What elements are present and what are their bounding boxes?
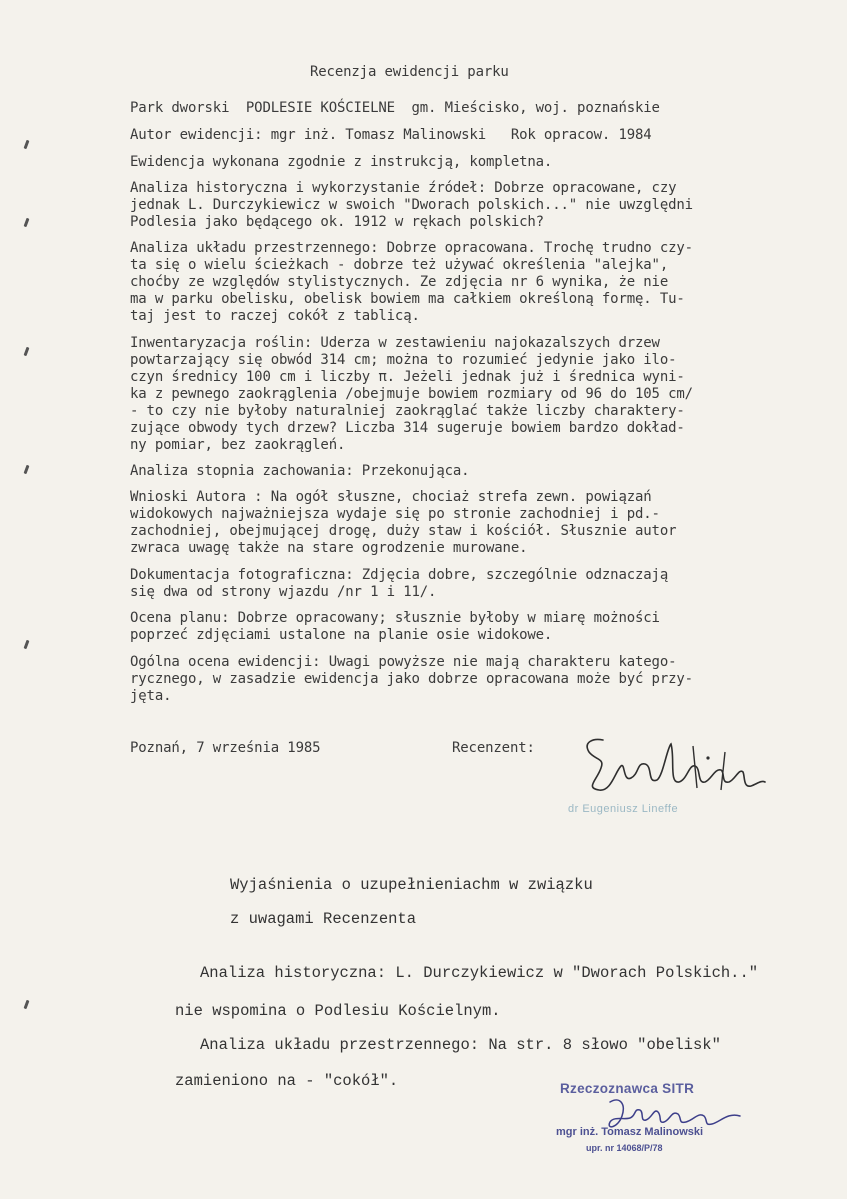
review-spatial-line: ta się o wielu ścieżkach - dobrze też używać określenia "alejka", bbox=[130, 257, 669, 273]
review-conclusions-line: zachodniej, obejmującej drogę, duży staw i kościół. Słusznie autor bbox=[130, 523, 677, 539]
review-preservation-line: Analiza stopnia zachowania: Przekonująca. bbox=[130, 463, 470, 479]
explanation-spatial-line: zamieniono na - "cokół". bbox=[175, 1072, 399, 1090]
review-conclusions-line: widokowych najważniejsza wydaje się po stronie zachodniej i pd.- bbox=[130, 506, 660, 522]
author-stamp-number: upr. nr 14068/P/78 bbox=[586, 1143, 663, 1153]
reviewer-label: Recenzent: bbox=[452, 740, 535, 756]
margin-mark bbox=[24, 640, 30, 649]
review-plants-line: powtarzający się obwód 314 cm; można to rozumieć jedynie jako ilo- bbox=[130, 352, 677, 368]
review-photo-line: Dokumentacja fotograficzna: Zdjęcia dobre, szczególnie odznaczają bbox=[130, 567, 669, 583]
review-general-line: Ogólna ocena ewidencji: Uwagi powyższe nie mają charakteru katego- bbox=[130, 654, 677, 670]
review-spatial-line: Analiza układu przestrzennego: Dobrze opracowana. Trochę trudno czy- bbox=[130, 240, 693, 256]
explanation-historical-line: nie wspomina o Podlesiu Kościelnym. bbox=[175, 1002, 501, 1020]
margin-mark bbox=[24, 465, 30, 474]
explanations-heading: z uwagami Recenzenta bbox=[230, 910, 417, 928]
review-plan-line: Ocena planu: Dobrze opracowany; słusznie byłoby w miarę możności bbox=[130, 610, 660, 626]
review-photo-line: się dwa od strony wjazdu /nr 1 i 11/. bbox=[130, 584, 437, 600]
review-general-line: rycznego, w zasadzie ewidencja jako dobrze opracowana może być przy- bbox=[130, 671, 693, 687]
review-spatial-line: choćby ze względów stylistycznych. Ze zdjęcia nr 6 wynika, że nie bbox=[130, 274, 669, 290]
review-instruction-line: Ewidencja wykonana zgodnie z instrukcją, kompletna. bbox=[130, 154, 553, 170]
review-conclusions-line: zwraca uwagę także na stare ogrodzenie murowane. bbox=[130, 540, 528, 556]
author-stamp-name: mgr inż. Tomasz Malinowski bbox=[556, 1126, 704, 1138]
review-plants-line: Inwentaryzacja roślin: Uderza w zestawieniu najokazalszych drzew bbox=[130, 335, 660, 351]
explanation-spatial-line: Analiza układu przestrzennego: Na str. 8 słowo "obelisk" bbox=[200, 1036, 721, 1054]
review-plants-line: ka z pewnego zaokrąglenia /obejmuje bowiem rozmiary od 96 do 105 cm/ bbox=[130, 386, 693, 402]
explanations-heading: Wyjaśnienia o uzupełnieniachm w związku bbox=[230, 876, 593, 894]
margin-mark bbox=[24, 140, 30, 149]
review-historical-line: Podlesia jako będącego ok. 1912 w rękach polskich? bbox=[130, 214, 544, 230]
author-stamp-title: Rzeczoznawca SITR bbox=[560, 1081, 695, 1096]
review-conclusions-line: Wnioski Autora : Na ogół słuszne, chociaż strefa zewn. powiązań bbox=[130, 489, 652, 505]
review-spatial-line: taj jest to raczej cokół z tablicą. bbox=[130, 308, 420, 324]
review-spatial-line: ma w parku obelisku, obelisk bowiem ma całkiem określoną formę. Tu- bbox=[130, 291, 685, 307]
review-plants-line: - to czy nie byłoby naturalniej zaokrąglać także liczby charaktery- bbox=[130, 403, 685, 419]
review-historical-line: Analiza historyczna i wykorzystanie źródeł: Dobrze opracowane, czy bbox=[130, 180, 677, 196]
margin-mark bbox=[24, 218, 30, 227]
review-plants-line: zujące obwody tych drzew? Liczba 314 sugeruje bowiem bardzo dokład- bbox=[130, 420, 685, 436]
review-author-line: Autor ewidencji: mgr inż. Tomasz Malinowski Rok opracow. 1984 bbox=[130, 127, 652, 143]
review-park-line: Park dworski PODLESIE KOŚCIELNE gm. Mieścisko, woj. poznańskie bbox=[130, 100, 660, 116]
review-place-date: Poznań, 7 września 1985 bbox=[130, 740, 321, 756]
review-general-line: jęta. bbox=[130, 688, 172, 704]
margin-mark bbox=[24, 347, 30, 356]
review-plan-line: poprzeć zdjęciami ustalone na planie osie widokowe. bbox=[130, 627, 553, 643]
review-plants-line: czyn średnicy 100 cm i liczby π. Jeżeli jednak już i średnica wyni- bbox=[130, 369, 685, 385]
explanation-historical-line: Analiza historyczna: L. Durczykiewicz w "Dworach Polskich.." bbox=[200, 964, 759, 982]
review-plants-line: ny pomiar, bez zaokrągleń. bbox=[130, 437, 346, 453]
margin-mark bbox=[24, 1000, 30, 1009]
reviewer-stamp: dr Eugeniusz Lineffe bbox=[568, 803, 679, 815]
review-historical-line: jednak L. Durczykiewicz w swoich "Dworach polskich..." nie uwzględni bbox=[130, 197, 693, 213]
review-title: Recenzja ewidencji parku bbox=[310, 64, 509, 80]
